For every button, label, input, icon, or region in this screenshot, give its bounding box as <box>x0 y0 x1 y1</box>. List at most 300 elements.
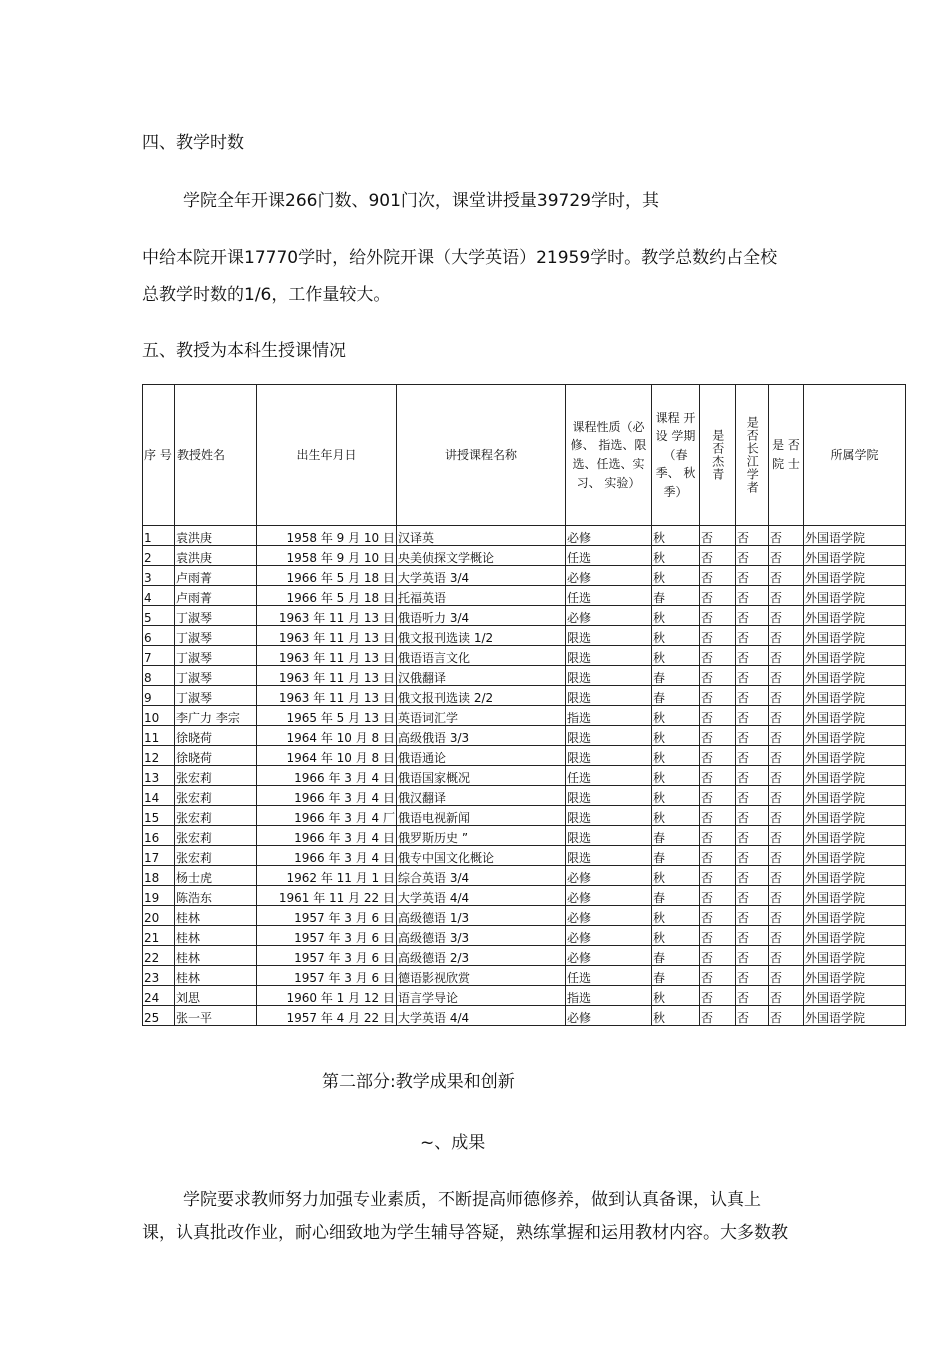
cell-is-jieqing: 否 <box>700 986 736 1006</box>
cell-course-nature: 必修 <box>566 566 652 586</box>
cell-college: 外国语学院 <box>804 526 906 546</box>
cell-course-name: 高级俄语 3/3 <box>397 726 566 746</box>
cell-course-nature: 限选 <box>566 846 652 866</box>
cell-birth-date: 1963 年 11 月 13 日 <box>257 666 397 686</box>
text-segment: 266 <box>285 191 318 211</box>
cell-seq: 8 <box>143 666 175 686</box>
text-segment: 21959 <box>536 248 591 268</box>
cell-is-academician: 否 <box>769 626 804 646</box>
cell-term: 春 <box>652 946 700 966</box>
cell-course-nature: 必修 <box>566 906 652 926</box>
cell-is-changjiang: 否 <box>736 946 769 966</box>
table-row <box>143 626 906 646</box>
cell-course-nature: 指选 <box>566 706 652 726</box>
cell-is-changjiang: 否 <box>736 886 769 906</box>
cell-professor-name: 桂林 <box>175 946 257 966</box>
cell-birth-date: 1963 年 11 月 13 日 <box>257 686 397 706</box>
cell-college: 外国语学院 <box>804 926 906 946</box>
cell-term: 秋 <box>652 806 700 826</box>
cell-is-changjiang: 否 <box>736 646 769 666</box>
cell-course-nature: 必修 <box>566 606 652 626</box>
text-segment: 17770 <box>244 248 299 268</box>
cell-term: 秋 <box>652 866 700 886</box>
table-row <box>143 566 906 586</box>
cell-is-jieqing: 否 <box>700 846 736 866</box>
cell-professor-name: 丁淑琴 <box>175 646 257 666</box>
cell-course-name: 俄文报刊选读 2/2 <box>397 686 566 706</box>
cell-birth-date: 1963 年 11 月 13 日 <box>257 626 397 646</box>
cell-is-academician: 否 <box>769 726 804 746</box>
cell-birth-date: 1963 年 11 月 13 日 <box>257 606 397 626</box>
cell-course-name: 汉俄翻译 <box>397 666 566 686</box>
cell-course-name: 俄语语言文化 <box>397 646 566 666</box>
cell-term: 秋 <box>652 986 700 1006</box>
cell-course-name: 央美侦探文学概论 <box>397 546 566 566</box>
cell-college: 外国语学院 <box>804 786 906 806</box>
cell-seq: 12 <box>143 746 175 766</box>
header-college: 所属学院 <box>804 385 906 526</box>
cell-birth-date: 1961 年 11 月 22 日 <box>257 886 397 906</box>
cell-is-academician: 否 <box>769 586 804 606</box>
cell-seq: 1 <box>143 526 175 546</box>
cell-course-nature: 必修 <box>566 946 652 966</box>
cell-course-nature: 限选 <box>566 646 652 666</box>
cell-college: 外国语学院 <box>804 546 906 566</box>
cell-seq: 13 <box>143 766 175 786</box>
header-nature: 课程性质（必修、 指选、限 选、任选、实习、 实验） <box>566 385 652 526</box>
cell-birth-date: 1957 年 4 月 22 日 <box>257 1006 397 1026</box>
header-name: 教授姓名 <box>175 385 257 526</box>
cell-professor-name: 卢雨菁 <box>175 586 257 606</box>
cell-college: 外国语学院 <box>804 906 906 926</box>
cell-birth-date: 1966 年 3 月 4 日 <box>257 786 397 806</box>
cell-college: 外国语学院 <box>804 686 906 706</box>
cell-seq: 20 <box>143 906 175 926</box>
cell-birth-date: 1958 年 9 月 10 日 <box>257 546 397 566</box>
table-row <box>143 806 906 826</box>
cell-seq: 11 <box>143 726 175 746</box>
cell-term: 秋 <box>652 546 700 566</box>
cell-is-changjiang: 否 <box>736 806 769 826</box>
cell-seq: 10 <box>143 706 175 726</box>
cell-term: 秋 <box>652 786 700 806</box>
cell-course-nature: 必修 <box>566 526 652 546</box>
cell-is-jieqing: 否 <box>700 746 736 766</box>
cell-is-academician: 否 <box>769 926 804 946</box>
cell-course-name: 德语影视欣赏 <box>397 966 566 986</box>
cell-is-academician: 否 <box>769 786 804 806</box>
cell-birth-date: 1964 年 10 月 8 日 <box>257 726 397 746</box>
cell-is-jieqing: 否 <box>700 826 736 846</box>
cell-is-changjiang: 否 <box>736 546 769 566</box>
cell-college: 外国语学院 <box>804 706 906 726</box>
cell-college: 外国语学院 <box>804 966 906 986</box>
cell-birth-date: 1966 年 3 月 4 厂 <box>257 806 397 826</box>
cell-is-academician: 否 <box>769 546 804 566</box>
part-2-label: 第二部分: <box>322 1072 396 1092</box>
cell-professor-name: 丁淑琴 <box>175 626 257 646</box>
cell-is-academician: 否 <box>769 806 804 826</box>
cell-seq: 3 <box>143 566 175 586</box>
cell-term: 春 <box>652 826 700 846</box>
cell-seq: 18 <box>143 866 175 886</box>
cell-professor-name: 丁淑琴 <box>175 686 257 706</box>
cell-is-changjiang: 否 <box>736 766 769 786</box>
cell-is-changjiang: 否 <box>736 586 769 606</box>
cell-is-jieqing: 否 <box>700 886 736 906</box>
cell-course-name: 综合英语 3/4 <box>397 866 566 886</box>
cell-is-academician: 否 <box>769 966 804 986</box>
table-row <box>143 866 906 886</box>
header-seq: 序 号 <box>143 385 175 526</box>
paragraph-2-line-1 <box>183 1185 761 1210</box>
cell-professor-name: 徐晓荷 <box>175 726 257 746</box>
cell-is-academician: 否 <box>769 846 804 866</box>
cell-course-name: 汉译英 <box>397 526 566 546</box>
cell-is-academician: 否 <box>769 886 804 906</box>
cell-professor-name: 桂林 <box>175 926 257 946</box>
cell-professor-name: 丁淑琴 <box>175 666 257 686</box>
cell-is-changjiang: 否 <box>736 786 769 806</box>
cell-term: 秋 <box>652 566 700 586</box>
cell-course-name: 俄专中国文化概论 <box>397 846 566 866</box>
cell-seq: 24 <box>143 986 175 1006</box>
table-row <box>143 586 906 606</box>
cell-is-jieqing: 否 <box>700 866 736 886</box>
cell-course-nature: 必修 <box>566 866 652 886</box>
cell-professor-name: 陈浩东 <box>175 886 257 906</box>
table-row <box>143 906 906 926</box>
cell-is-academician: 否 <box>769 866 804 886</box>
text-segment: 门数、 <box>317 191 369 211</box>
cell-seq: 5 <box>143 606 175 626</box>
table-row <box>143 926 906 946</box>
cell-birth-date: 1964 年 10 月 8 日 <box>257 746 397 766</box>
table-row <box>143 666 906 686</box>
cell-is-academician: 否 <box>769 526 804 546</box>
cell-course-nature: 任选 <box>566 546 652 566</box>
cell-is-jieqing: 否 <box>700 526 736 546</box>
cell-birth-date: 1958 年 9 月 10 日 <box>257 526 397 546</box>
cell-is-jieqing: 否 <box>700 706 736 726</box>
cell-course-name: 英语词汇学 <box>397 706 566 726</box>
cell-term: 春 <box>652 886 700 906</box>
cell-course-name: 俄文报刊选读 1/2 <box>397 626 566 646</box>
cell-seq: 22 <box>143 946 175 966</box>
cell-birth-date: 1957 年 3 月 6 日 <box>257 926 397 946</box>
table-row <box>143 646 906 666</box>
cell-course-name: 俄语国家概况 <box>397 766 566 786</box>
table-row <box>143 1006 906 1026</box>
cell-college: 外国语学院 <box>804 626 906 646</box>
professor-course-table <box>142 384 906 1026</box>
cell-is-changjiang: 否 <box>736 966 769 986</box>
cell-birth-date: 1960 年 1 月 12 日 <box>257 986 397 1006</box>
table-row <box>143 966 906 986</box>
table-header-row <box>143 385 906 526</box>
cell-birth-date: 1957 年 3 月 6 日 <box>257 906 397 926</box>
cell-college: 外国语学院 <box>804 606 906 626</box>
text-segment: 总教学时数的 <box>142 285 244 305</box>
cell-professor-name: 徐晓荷 <box>175 746 257 766</box>
cell-course-name: 托福英语 <box>397 586 566 606</box>
cell-is-jieqing: 否 <box>700 546 736 566</box>
cell-seq: 23 <box>143 966 175 986</box>
cell-is-changjiang: 否 <box>736 626 769 646</box>
cell-seq: 14 <box>143 786 175 806</box>
cell-course-nature: 限选 <box>566 746 652 766</box>
cell-course-nature: 限选 <box>566 786 652 806</box>
cell-term: 秋 <box>652 726 700 746</box>
cell-seq: 19 <box>143 886 175 906</box>
cell-course-nature: 限选 <box>566 626 652 646</box>
header-changjiang-label: 是否长江学者 <box>745 416 760 494</box>
cell-is-jieqing: 否 <box>700 566 736 586</box>
text-segment: 学时，给外院开课（大学英语） <box>298 248 537 268</box>
cell-seq: 6 <box>143 626 175 646</box>
cell-is-jieqing: 否 <box>700 646 736 666</box>
table-row <box>143 546 906 566</box>
cell-seq: 2 <box>143 546 175 566</box>
cell-is-academician: 否 <box>769 766 804 786</box>
cell-college: 外国语学院 <box>804 886 906 906</box>
cell-college: 外国语学院 <box>804 746 906 766</box>
cell-college: 外国语学院 <box>804 866 906 886</box>
cell-is-academician: 否 <box>769 946 804 966</box>
cell-is-jieqing: 否 <box>700 766 736 786</box>
cell-course-nature: 限选 <box>566 826 652 846</box>
cell-college: 外国语学院 <box>804 566 906 586</box>
header-course: 讲授课程名称 <box>397 385 566 526</box>
cell-term: 春 <box>652 586 700 606</box>
header-changjiang <box>736 385 769 526</box>
cell-course-name: 俄语通论 <box>397 746 566 766</box>
cell-college: 外国语学院 <box>804 826 906 846</box>
cell-is-jieqing: 否 <box>700 966 736 986</box>
cell-college: 外国语学院 <box>804 946 906 966</box>
cell-course-name: 高级德语 3/3 <box>397 926 566 946</box>
cell-birth-date: 1966 年 3 月 4 日 <box>257 766 397 786</box>
cell-is-academician: 否 <box>769 986 804 1006</box>
text-segment: 门次，课堂讲授量 <box>400 191 537 211</box>
text-segment: 不断提高师德修养，做到认真 <box>438 1190 659 1210</box>
cell-is-changjiang: 否 <box>736 826 769 846</box>
text-segment: 901 <box>368 191 401 211</box>
text-segment: 学时。教 <box>590 248 659 268</box>
cell-is-changjiang: 否 <box>736 606 769 626</box>
cell-is-jieqing: 否 <box>700 926 736 946</box>
cell-seq: 21 <box>143 926 175 946</box>
results-heading: ~、成果 <box>420 1133 486 1153</box>
cell-course-name: 大学英语 4/4 <box>397 1006 566 1026</box>
cell-professor-name: 张宏莉 <box>175 806 257 826</box>
cell-course-nature: 必修 <box>566 1006 652 1026</box>
cell-term: 秋 <box>652 646 700 666</box>
cell-is-academician: 否 <box>769 1006 804 1026</box>
cell-college: 外国语学院 <box>804 666 906 686</box>
cell-is-jieqing: 否 <box>700 1006 736 1026</box>
cell-is-academician: 否 <box>769 826 804 846</box>
cell-college: 外国语学院 <box>804 986 906 1006</box>
text-segment: ，工作量较大。 <box>271 285 391 305</box>
cell-term: 秋 <box>652 706 700 726</box>
cell-is-jieqing: 否 <box>700 586 736 606</box>
cell-seq: 9 <box>143 686 175 706</box>
cell-college: 外国语学院 <box>804 726 906 746</box>
header-jieqing-label: 是否杰青 <box>710 429 725 481</box>
cell-seq: 16 <box>143 826 175 846</box>
cell-term: 春 <box>652 966 700 986</box>
cell-professor-name: 张一平 <box>175 1006 257 1026</box>
cell-is-jieqing: 否 <box>700 626 736 646</box>
cell-course-name: 高级德语 2/3 <box>397 946 566 966</box>
cell-is-jieqing: 否 <box>700 726 736 746</box>
cell-course-name: 俄汉翻译 <box>397 786 566 806</box>
cell-course-name: 大学英语 4/4 <box>397 886 566 906</box>
table-row <box>143 706 906 726</box>
cell-seq: 17 <box>143 846 175 866</box>
text-segment: 学总数约占全校 <box>658 248 778 268</box>
cell-birth-date: 1966 年 5 月 18 日 <box>257 566 397 586</box>
cell-course-name: 大学英语 3/4 <box>397 566 566 586</box>
cell-college: 外国语学院 <box>804 586 906 606</box>
cell-is-changjiang: 否 <box>736 566 769 586</box>
cell-course-nature: 指选 <box>566 986 652 1006</box>
cell-birth-date: 1966 年 3 月 4 日 <box>257 846 397 866</box>
cell-is-jieqing: 否 <box>700 906 736 926</box>
cell-professor-name: 张宏莉 <box>175 786 257 806</box>
cell-is-changjiang: 否 <box>736 866 769 886</box>
header-jieqing <box>700 385 736 526</box>
table-row <box>143 946 906 966</box>
paragraph-1-line-2 <box>142 243 777 268</box>
cell-term: 秋 <box>652 526 700 546</box>
cell-professor-name: 桂林 <box>175 966 257 986</box>
cell-is-academician: 否 <box>769 706 804 726</box>
text-segment: 备课，认真上 <box>659 1190 761 1210</box>
cell-is-changjiang: 否 <box>736 746 769 766</box>
cell-college: 外国语学院 <box>804 766 906 786</box>
cell-is-changjiang: 否 <box>736 926 769 946</box>
cell-course-name: 俄语电视新闻 <box>397 806 566 826</box>
cell-is-academician: 否 <box>769 566 804 586</box>
cell-is-changjiang: 否 <box>736 666 769 686</box>
cell-term: 秋 <box>652 626 700 646</box>
cell-is-changjiang: 否 <box>736 1006 769 1026</box>
cell-term: 秋 <box>652 766 700 786</box>
cell-is-academician: 否 <box>769 906 804 926</box>
cell-is-academician: 否 <box>769 686 804 706</box>
cell-course-nature: 任选 <box>566 586 652 606</box>
table-row <box>143 686 906 706</box>
cell-college: 外国语学院 <box>804 1006 906 1026</box>
cell-course-nature: 任选 <box>566 966 652 986</box>
cell-is-academician: 否 <box>769 746 804 766</box>
cell-professor-name: 李广力 李宗 <box>175 706 257 726</box>
cell-term: 春 <box>652 666 700 686</box>
cell-course-name: 语言学导论 <box>397 986 566 1006</box>
cell-term: 秋 <box>652 606 700 626</box>
cell-is-jieqing: 否 <box>700 786 736 806</box>
cell-professor-name: 张宏莉 <box>175 826 257 846</box>
cell-is-jieqing: 否 <box>700 946 736 966</box>
text-segment: 1/6 <box>244 285 272 305</box>
cell-professor-name: 袁洪庚 <box>175 546 257 566</box>
text-segment: 学院要求教师努力加强专业素质， <box>183 1190 438 1210</box>
cell-seq: 7 <box>143 646 175 666</box>
table-row <box>143 786 906 806</box>
text-segment: 39729 <box>536 191 591 211</box>
header-academician: 是 否 院 士 <box>769 385 804 526</box>
cell-birth-date: 1957 年 3 月 6 日 <box>257 966 397 986</box>
cell-birth-date: 1966 年 3 月 4 日 <box>257 826 397 846</box>
cell-course-nature: 必修 <box>566 886 652 906</box>
cell-course-name: 俄罗斯历史 ” <box>397 826 566 846</box>
cell-is-academician: 否 <box>769 666 804 686</box>
part-2-heading <box>322 1067 515 1092</box>
cell-course-nature: 限选 <box>566 686 652 706</box>
paragraph-2-line-2 <box>142 1218 788 1243</box>
cell-birth-date: 1962 年 11 月 1 日 <box>257 866 397 886</box>
text-segment: 课，认真批改作业，耐心细致地为学生辅导答疑，熟练 <box>142 1223 550 1243</box>
cell-is-changjiang: 否 <box>736 686 769 706</box>
cell-course-nature: 限选 <box>566 726 652 746</box>
cell-is-changjiang: 否 <box>736 906 769 926</box>
cell-college: 外国语学院 <box>804 846 906 866</box>
cell-professor-name: 刘思 <box>175 986 257 1006</box>
part-2-title: 教学成果和创新 <box>395 1072 515 1092</box>
cell-term: 秋 <box>652 1006 700 1026</box>
cell-birth-date: 1965 年 5 月 13 日 <box>257 706 397 726</box>
cell-term: 秋 <box>652 926 700 946</box>
cell-is-jieqing: 否 <box>700 606 736 626</box>
cell-is-academician: 否 <box>769 606 804 626</box>
cell-college: 外国语学院 <box>804 646 906 666</box>
cell-professor-name: 张宏莉 <box>175 766 257 786</box>
table-row <box>143 526 906 546</box>
cell-birth-date: 1966 年 5 月 18 日 <box>257 586 397 606</box>
cell-term: 秋 <box>652 906 700 926</box>
cell-birth-date: 1963 年 11 月 13 日 <box>257 646 397 666</box>
cell-course-name: 高级德语 1/3 <box>397 906 566 926</box>
table-row <box>143 846 906 866</box>
cell-term: 秋 <box>652 746 700 766</box>
table-row <box>143 726 906 746</box>
cell-is-jieqing: 否 <box>700 806 736 826</box>
cell-professor-name: 张宏莉 <box>175 846 257 866</box>
cell-birth-date: 1957 年 3 月 6 日 <box>257 946 397 966</box>
section-4-title: 四、教学时数 <box>142 133 244 153</box>
table-row <box>143 606 906 626</box>
cell-seq: 15 <box>143 806 175 826</box>
cell-professor-name: 杨士虎 <box>175 866 257 886</box>
cell-professor-name: 桂林 <box>175 906 257 926</box>
table-row <box>143 886 906 906</box>
cell-course-nature: 必修 <box>566 926 652 946</box>
cell-course-nature: 限选 <box>566 666 652 686</box>
table-row <box>143 986 906 1006</box>
cell-college: 外国语学院 <box>804 806 906 826</box>
cell-is-changjiang: 否 <box>736 846 769 866</box>
cell-professor-name: 袁洪庚 <box>175 526 257 546</box>
cell-is-jieqing: 否 <box>700 666 736 686</box>
table-row <box>143 766 906 786</box>
cell-is-changjiang: 否 <box>736 726 769 746</box>
cell-is-changjiang: 否 <box>736 526 769 546</box>
cell-is-changjiang: 否 <box>736 986 769 1006</box>
cell-professor-name: 丁淑琴 <box>175 606 257 626</box>
table-row <box>143 746 906 766</box>
